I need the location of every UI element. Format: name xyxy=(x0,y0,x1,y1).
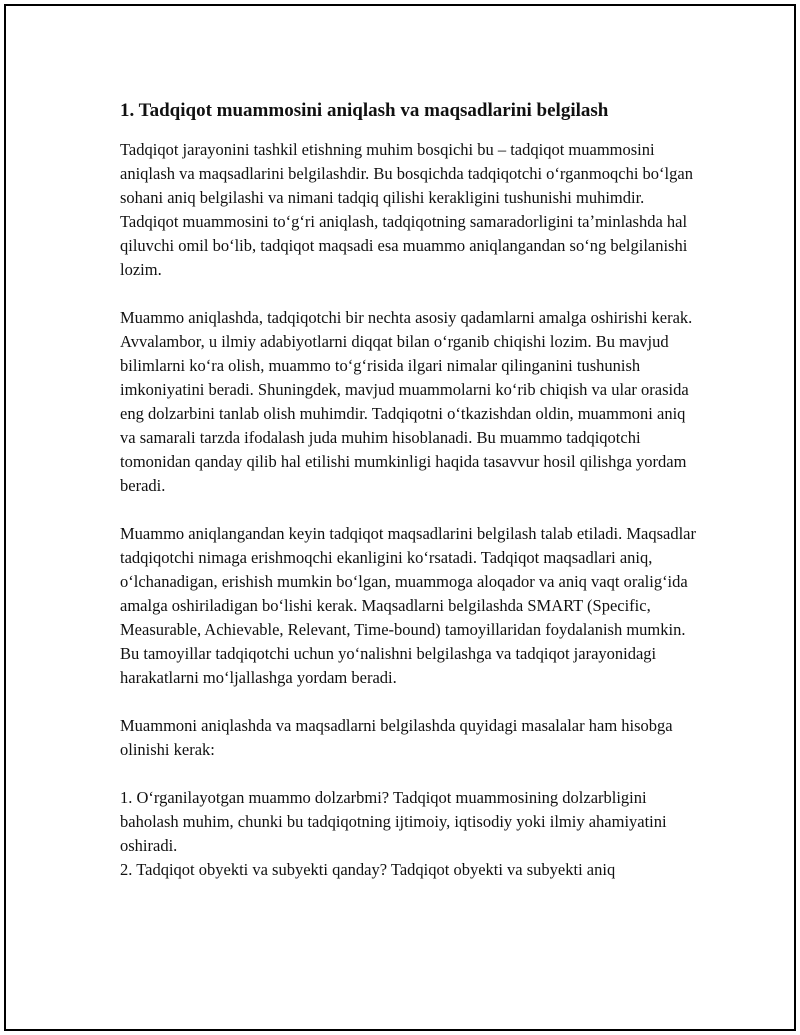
paragraph-problem-identification: Muammo aniqlashda, tadqiqotchi bir nechta asosiy qadamlarni amalga oshirishi kerak. Avvalambor, u ilmiy adabiyotlarni diqqat bilan oʻrganib chiqishi lozim. Bu mavjud bilimlarni koʻra olish, muammo toʻgʻrisida ilgari nimalar qilinganini tushunish imkoniyatini beradi. Shuningdek, mavjud muammolarni koʻrib chiqish va ular orasida eng dolzarbini tanlab olish muhimdir. Tadqiqotni oʻtkazishdan oldin, muammoni aniq va samarali tarzda ifodalash juda muhim hisoblanadi. Bu muammo tadqiqotchi tomonidan qanday qilib hal etilishi mumkinligi haqida tasavvur hosil qilishga yordam beradi. xyxy=(120,308,693,495)
considerations-list xyxy=(120,786,700,882)
list-item: 1. Oʻrganilayotgan muammo dolzarbmi? Tadqiqot muammosining dolzarbligini baholash muhim, chunki bu tadqiqotning ijtimoiy, iqtisodiy yoki ilmiy ahamiyatini oshiradi. xyxy=(120,788,667,855)
document-content xyxy=(120,98,700,882)
paragraph-considerations: Muammoni aniqlashda va maqsadlarni belgilashda quyidagi masalalar ham hisobga olinishi kerak: xyxy=(120,716,673,759)
paragraph-intro: Tadqiqot jarayonini tashkil etishning muhim bosqichi bu – tadqiqot muammosini aniqlash va maqsadlarini belgilashdir. Bu bosqichda tadqiqotchi oʻrganmoqchi boʻlgan sohani aniq belgilashi va nimani tadqiq qilishi kerakligini tushunishi muhimdir. Tadqiqot muammosini toʻgʻri aniqlash, tadqiqotning samaradorligini taʼminlashda hal qiluvchi omil boʻlib, tadqiqot maqsadi esa muammo aniqlangandan soʻng belgilanishi lozim. xyxy=(120,140,693,279)
paragraph-goals: Muammo aniqlangandan keyin tadqiqot maqsadlarini belgilash talab etiladi. Maqsadlar tadqiqotchi nimaga erishmoqchi ekanligini koʻrsatadi. Tadqiqot maqsadlari aniq, oʻlchanadigan, erishish mumkin boʻlgan, muammoga aloqador va aniq vaqt oraligʻida amalga oshiriladigan boʻlishi kerak. Maqsadlarni belgilashda SMART (Specific, Measurable, Achievable, Relevant, Time-bound) tamoyillaridan foydalanish mumkin. Bu tamoyillar tadqiqotchi uchun yoʻnalishni belgilashga va tadqiqot jarayonidagi harakatlarni moʻljallashga yordam beradi. xyxy=(120,524,696,687)
list-item: 2. Tadqiqot obyekti va subyekti qanday? Tadqiqot obyekti va subyekti aniq xyxy=(120,860,616,879)
section-heading: 1. Tadqiqot muammosini aniqlash va maqsadlarini belgilash xyxy=(120,100,609,121)
document-page xyxy=(4,4,796,1031)
